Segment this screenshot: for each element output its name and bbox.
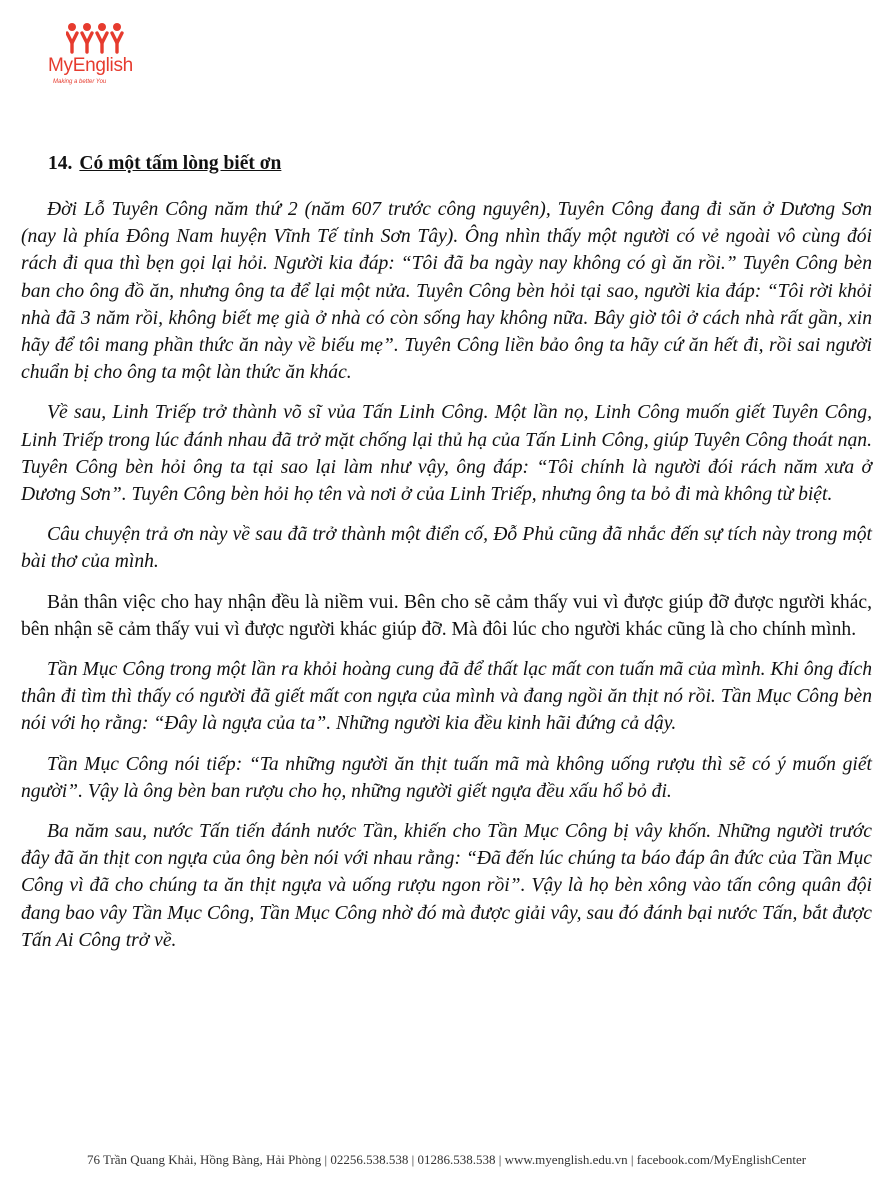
paragraph: Câu chuyện trả ơn này về sau đã trở thành một điển cố, Đỗ Phủ cũng đã nhắc đến sự tích này trong một bài thơ của mình. — [21, 524, 872, 573]
paragraph: Đời Lỗ Tuyên Công năm thứ 2 (năm 607 trước công nguyên), Tuyên Công đang đi săn ở Dương Sơn (nay là phía Đông Nam huyện Vĩnh Tế tỉnh Sơn Tây). Ông nhìn thấy một người có vẻ ngoài vô cùng đói rách đi qua thì bẹn gọi lại hỏi. Người kia đáp: “Tôi đã ba ngày nay không có gì ăn rồi.” Tuyên Công bèn ban cho ông đồ ăn, nhưng ông ta để lại một nửa. Tuyên Công bèn hỏi tại sao, người kia đáp: “Tôi rời khỏi nhà đã 3 năm rồi, không biết mẹ già ở nhà có còn sống hay không nữa. Bây giờ tôi ở cách nhà rất gần, xin hãy để tôi mang phần thức ăn này về biếu mẹ”. Tuyên Công liền bảo ông ta hãy cứ ăn hết đi, rồi sai người chuẩn bị cho ông ta một làn thức ăn khác. — [21, 199, 872, 384]
logo-wordmark: MyEnglish — [48, 55, 133, 76]
article-number: 14. — [48, 153, 73, 174]
article-body — [21, 196, 872, 967]
article-title-text: Có một tấm lòng biết ơn — [79, 153, 282, 174]
paragraph: Tần Mục Công nói tiếp: “Ta những người ăn thịt tuấn mã mà không uống rượu thì sẽ có ý muốn giết người”. Vậy là ông bèn ban rượu cho họ, những người giết ngựa đều xấu hổ bỏ đi. — [21, 753, 872, 802]
paragraph: Về sau, Linh Triếp trở thành võ sĩ vủa Tấn Linh Công. Một lần nọ, Linh Công muốn giết Tuyên Công, Linh Triếp trong lúc đánh nhau đã trở mặt chống lại thủ hạ của Tấn Linh Công, giúp Tuyên Công thoát nạn. Tuyên Công bèn hỏi ông ta tại sao lại làm như vậy, ông đáp: “Tôi chính là người đói rách năm xưa ở Dương Sơn”. Tuyên Công bèn hỏi họ tên và nơi ở của Linh Triếp, nhưng ông ta bỏ đi mà không từ biệt. — [21, 402, 872, 506]
paragraph: Ba năm sau, nước Tấn tiến đánh nước Tần, khiến cho Tần Mục Công bị vây khốn. Những người trước đây đã ăn thịt con ngựa của ông bèn nói với nhau rằng: “Đã đến lúc chúng ta báo đáp ân đức của Tần Mục Công vì đã cho chúng ta ăn thịt ngựa và uống rượu ngon rồi”. Vậy là họ bèn xông vào tấn công quân đội đang bao vây Tần Mục Công, Tần Mục Công nhờ đó mà được giải vây, sau đó đánh bại nước Tấn, bắt được Tấn Ai Công trở về. — [21, 821, 872, 951]
paragraph: Tần Mục Công trong một lần ra khỏi hoàng cung đã để thất lạc mất con tuấn mã của mình. Khi ông đích thân đi tìm thì thấy có người đã giết mất con ngựa của mình và đang ngồi ăn thịt nó rồi. Tần Mục Công bèn nói với họ rằng: “Đây là ngựa của ta”. Những người kia đều kinh hãi đứng cả dậy. — [21, 659, 872, 735]
article-title — [48, 153, 281, 175]
logo-tagline: Making a better You — [53, 79, 107, 85]
page-footer: 76 Trần Quang Khải, Hồng Bàng, Hải Phòng | 02256.538.538 | 01286.538.538 | www.myenglish.edu.vn | facebook.com/MyEnglishCenter — [86, 1152, 807, 1167]
paragraph: Bản thân việc cho hay nhận đều là niềm vui. Bên cho sẽ cảm thấy vui vì được giúp đỡ được người khác, bên nhận sẽ cảm thấy vui vì được người khác giúp đỡ. Mà đôi lúc cho người khác cũng là cho chính mình. — [21, 591, 872, 640]
people-logo-icon — [66, 22, 126, 54]
brand-logo — [48, 22, 158, 84]
